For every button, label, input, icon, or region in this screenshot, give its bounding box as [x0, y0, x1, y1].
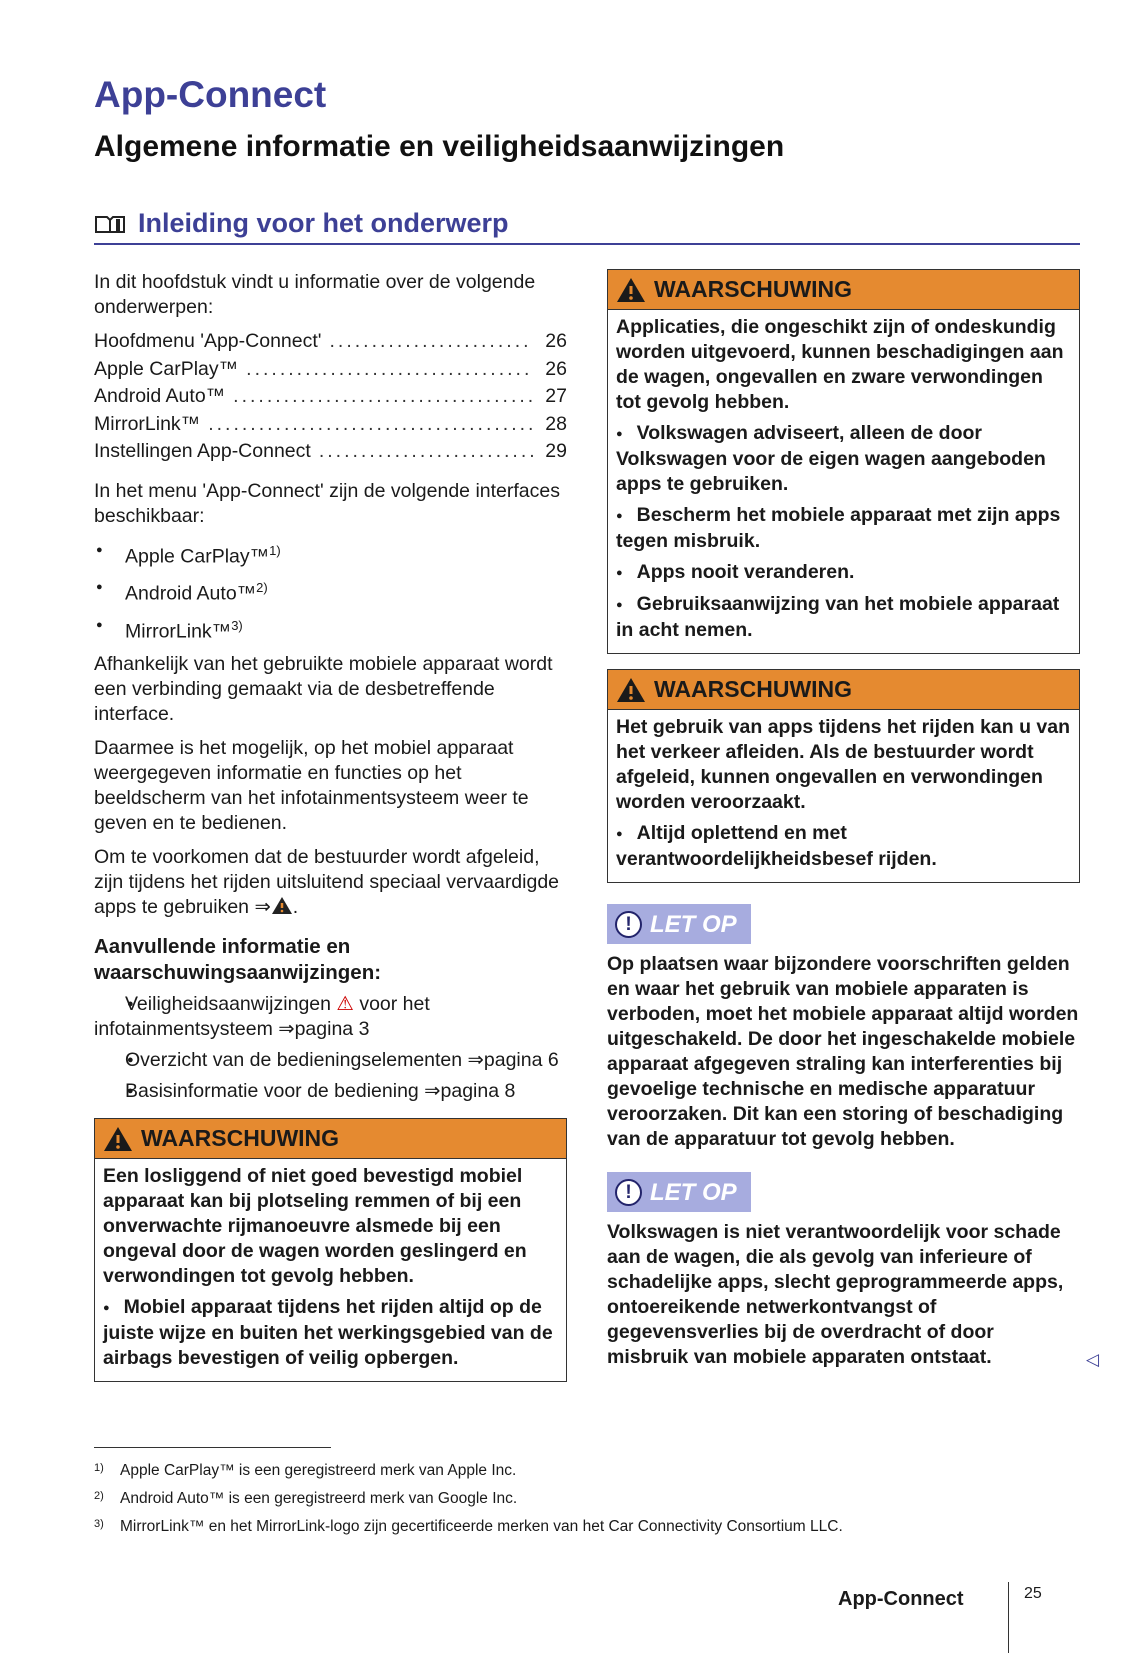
footnote: [94, 1462, 516, 1480]
warning-triangle-icon[interactable]: [271, 896, 293, 915]
warning-triangle-icon: [616, 677, 646, 703]
footnote-ref[interactable]: 2): [256, 580, 268, 595]
paragraph: Afhankelijk van het gebruikte mobiele apparaat wordt een verbinding gemaakt via de desbetreffende interface.: [94, 653, 553, 725]
note-header: [607, 904, 751, 944]
note-text: Op plaatsen waar bijzondere voorschriften gelden en waar het gebruik van mobiele apparaten is verboden, moet het mobiele apparaat altijd worden uitgeschakeld. De door het ingeschakelde mobiele apparaat afgegeven straling kan interferenties bij gevoelige technische en medische apparatuur veroorzaken. Dit kan een storing of beschadiging van de apparatuur tot gevolg hebben.: [607, 953, 1079, 1150]
footnote-number: 3): [94, 1518, 104, 1530]
link-text[interactable]: Overzicht van de bedieningselementen ⇒pagina 6: [125, 1049, 559, 1071]
list-item: [94, 538, 567, 570]
subheading: Aanvullende informatie en waarschuwingsaanwijzingen:: [94, 935, 382, 984]
footnote-number: 1): [94, 1462, 104, 1474]
warning-box: [607, 269, 1080, 654]
page-subtitle: Algemene informatie en veiligheidsaanwijzingen: [94, 130, 785, 163]
warning-label: WAARSCHUWING: [654, 676, 853, 702]
warning-label: WAARSCHUWING: [141, 1125, 340, 1151]
warning-text: Het gebruik van apps tijdens het rijden kan u van het verkeer afleiden. Als de bestuurder wordt afgeleid, kunnen ongevallen en verwondingen worden veroorzaakt.: [616, 716, 1071, 813]
warning-bullet: ● Altijd oplettend en met verantwoordelijkheidsbesef rijden.: [616, 821, 1071, 872]
footnote-text: MirrorLink™ en het MirrorLink-logo zijn gecertificeerde merken van het Car Connectivity Consortium LLC.: [120, 1518, 843, 1535]
toc-entry[interactable]: [94, 439, 567, 467]
section-title: Inleiding voor het onderwerp: [138, 208, 509, 238]
warning-header: [608, 670, 1079, 710]
list-item[interactable]: [94, 992, 567, 1042]
footnote: [94, 1490, 517, 1508]
toc-entry[interactable]: [94, 384, 567, 412]
link-text[interactable]: voor het infotainmentsysteem ⇒pagina 3: [94, 993, 430, 1040]
footnote-text: Android Auto™ is een geregistreerd merk van Google Inc.: [120, 1490, 518, 1507]
warning-body: [95, 1159, 566, 1381]
chapter-title: App-Connect: [94, 74, 327, 115]
note-label: LET OP: [650, 1178, 737, 1206]
toc-leader: [319, 439, 533, 464]
list-item: [94, 613, 567, 645]
warning-header: [95, 1119, 566, 1159]
footnote-number: 2): [94, 1490, 104, 1502]
intro-text: In dit hoofdstuk vindt u informatie over de volgende onderwerpen:: [94, 271, 536, 318]
section-heading: [94, 208, 1080, 245]
warning-box: [94, 1118, 567, 1382]
right-column: [607, 269, 1080, 1384]
footnote-ref[interactable]: 3): [231, 617, 243, 633]
warning-header: [608, 270, 1079, 310]
reference-list: [94, 992, 567, 1104]
footer-divider: [1008, 1582, 1009, 1653]
toc-entry[interactable]: [94, 357, 567, 385]
item-label: Apple CarPlay™: [125, 545, 270, 567]
warning-triangle-icon: [616, 277, 646, 303]
toc-leader: [233, 384, 533, 409]
toc-page: 28: [545, 412, 567, 435]
exclamation-circle-icon: !: [615, 1179, 642, 1206]
list-item[interactable]: [94, 1048, 567, 1073]
toc-label: Apple CarPlay™: [94, 357, 239, 380]
link-text[interactable]: Veiligheidsaanwijzingen: [125, 993, 331, 1015]
toc-label: Instellingen App-Connect: [94, 440, 311, 462]
paragraph: Daarmee is het mogelijk, op het mobiel apparaat weergegeven informatie en functies op het beeldscherm van het infotainmentsysteem weer te geven en te bedienen.: [94, 737, 529, 834]
warning-bullet: ● Volkswagen adviseert, alleen de door Volkswagen voor de eigen wagen aangeboden apps te gebruiken.: [616, 421, 1071, 497]
footnote-divider: [94, 1447, 331, 1448]
left-column: [94, 270, 567, 1397]
list-item: [94, 575, 567, 607]
toc-label: Hoofdmenu 'App-Connect': [94, 330, 322, 352]
menu-text: In het menu 'App-Connect' zijn de volgende interfaces beschikbaar:: [94, 479, 560, 527]
toc-page: 26: [545, 330, 567, 352]
warning-body: [608, 310, 1079, 653]
paragraph: Om te voorkomen dat de bestuurder wordt afgeleid, zijn tijdens het rijden uitsluitend speciaal vervaardigde apps te gebruiken ⇒ .: [94, 846, 560, 918]
note-text: Volkswagen is niet verantwoordelijk voor schade aan de wagen, die als gevolg van inferieure of schadelijke apps, slecht geprogrammeerde apps, ontoereikende netwerkontvangst of gegevensverlies bij de overdracht of door misbruik van mobiele apparaten ontstaat.: [607, 1221, 1064, 1368]
list-item[interactable]: [94, 1079, 567, 1104]
toc-label: MirrorLink™: [94, 412, 201, 435]
warning-bullet: ● Gebruiksaanwijzing van het mobiele apparaat in acht nemen.: [616, 592, 1071, 643]
toc-entry[interactable]: [94, 412, 567, 440]
interface-list: [94, 538, 567, 645]
footnote-text: Apple CarPlay™ is een geregistreerd merk van Apple Inc.: [120, 1462, 517, 1479]
note-label: LET OP: [650, 910, 737, 938]
warning-box: [607, 669, 1080, 883]
toc-entry[interactable]: [94, 329, 567, 357]
toc-leader: [330, 329, 534, 354]
toc-label: Android Auto™: [94, 385, 226, 407]
warning-body: [608, 710, 1079, 882]
note-header: [607, 1172, 751, 1212]
warning-bullet: ● Mobiel apparaat tijdens het rijden altijd op de juiste wijze en buiten het werkingsgebied van de airbags bevestigen of veilig opbergen.: [103, 1295, 558, 1371]
warning-bullet: ● Apps nooit veranderen.: [616, 560, 1071, 586]
footer-chapter: App-Connect: [838, 1588, 964, 1610]
back-arrow-icon[interactable]: ◁: [1086, 1350, 1100, 1369]
warning-triangle-icon: [103, 1126, 133, 1152]
warning-text: Applicaties, die ongeschikt zijn of ondeskundig worden uitgevoerd, kunnen beschadigingen aan de wagen, ongevallen en zware verwondingen tot gevolg hebben.: [616, 316, 1064, 413]
item-label: MirrorLink™: [125, 620, 232, 642]
warning-label: WAARSCHUWING: [654, 276, 853, 302]
toc-page: 27: [545, 385, 567, 407]
footnote-ref[interactable]: 1): [269, 542, 281, 558]
toc-leader: [208, 412, 533, 437]
warning-bullet: ● Bescherm het mobiele apparaat met zijn apps tegen misbruik.: [616, 503, 1071, 554]
toc-page: 29: [545, 440, 567, 462]
item-label: Android Auto™: [125, 582, 257, 605]
footnote: [94, 1518, 843, 1536]
paragraph-text: Om te voorkomen dat de bestuurder wordt afgeleid, zijn tijdens het rijden uitsluitend speciaal vervaardigde apps te gebruiken ⇒: [94, 846, 560, 918]
link-text[interactable]: Basisinformatie voor de bediening ⇒pagina 8: [125, 1080, 516, 1102]
page-number: 25: [1024, 1585, 1042, 1602]
warning-outline-icon: ⚠: [336, 993, 354, 1015]
exclamation-circle-icon: !: [615, 911, 642, 938]
table-of-contents: [94, 329, 567, 467]
toc-leader: [246, 357, 533, 382]
toc-page: 26: [545, 357, 567, 380]
book-icon: [94, 214, 126, 234]
warning-text: Een losliggend of niet goed bevestigd mobiel apparaat kan bij plotseling remmen of bij een onverwachte rijmanoeuvre alsmede bij een ongeval door de wagen worden geslingerd en verwondingen tot gevolg hebben.: [103, 1165, 527, 1287]
